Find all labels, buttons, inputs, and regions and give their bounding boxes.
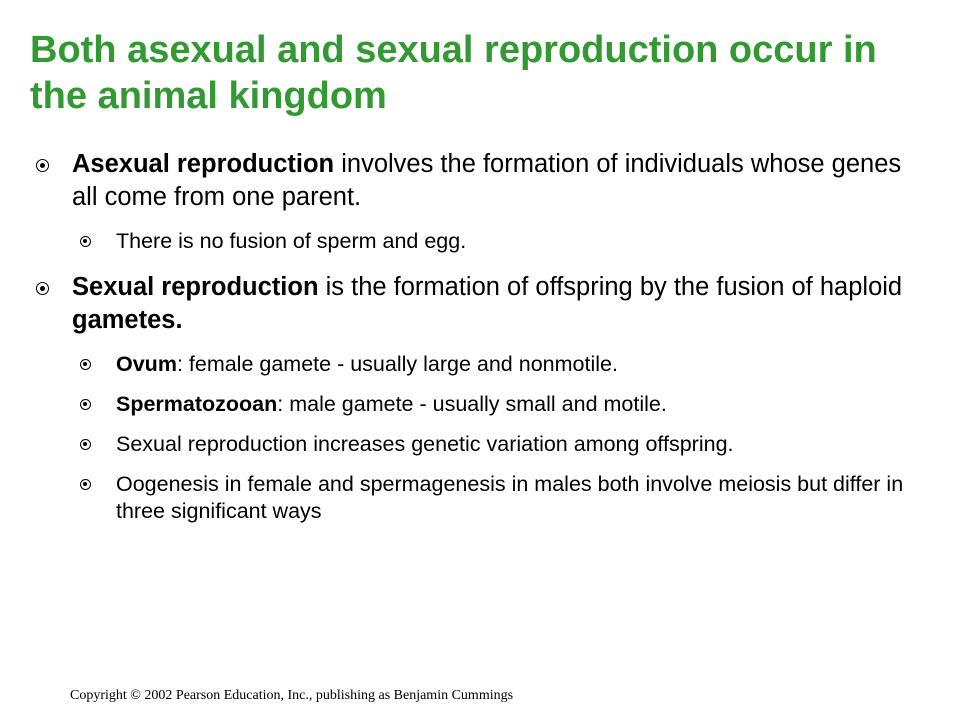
bullet-text: is the formation of offspring by the fusion of haploid — [318, 273, 903, 301]
bullet-text: involves the formation of individuals whose genes all come from one parent. — [72, 150, 902, 211]
sub-bullet-text: Oogenesis in female and spermagenesis in males both involve meiosis but differ in three significant ways — [116, 472, 904, 523]
sub-bullet-oogenesis — [72, 471, 916, 525]
sub-bullet-text: There is no fusion of sperm and egg. — [116, 229, 467, 253]
sub-bullet-no-fusion — [72, 228, 916, 255]
term-ovum: Ovum — [116, 352, 177, 376]
sub-bullet-ovum — [72, 351, 916, 378]
term-sexual-reproduction: Sexual reproduction — [72, 273, 319, 301]
sub-bullet-spermatozooan — [72, 391, 916, 418]
bullet-list — [36, 148, 916, 525]
sub-bullet-text: Sexual reproduction increases genetic variation among offspring. — [116, 432, 734, 456]
circle-bullet-icon — [36, 282, 49, 295]
circle-bullet-icon — [80, 399, 91, 410]
bullet-asexual — [36, 148, 916, 255]
circle-bullet-icon — [80, 359, 91, 370]
sub-bullet-text: : female gamete - usually large and nonmotile. — [176, 352, 618, 376]
sub-bullet-genetic-variation — [72, 431, 916, 458]
sub-bullet-text: : male gamete - usually small and motile. — [277, 392, 667, 416]
circle-bullet-icon — [80, 439, 91, 450]
circle-bullet-icon — [80, 236, 91, 247]
sub-bullet-list — [72, 351, 916, 525]
term-gametes: gametes. — [72, 306, 183, 334]
term-spermatozooan: Spermatozooan — [116, 392, 278, 416]
copyright-notice: Copyright © 2002 Pearson Education, Inc., publishing as Benjamin Cummings — [70, 688, 514, 703]
sub-bullet-list — [72, 228, 916, 255]
circle-bullet-icon — [80, 479, 91, 490]
circle-bullet-icon — [36, 159, 49, 172]
bullet-sexual — [36, 271, 916, 525]
term-asexual-reproduction: Asexual reproduction — [72, 150, 335, 178]
slide-title: Both asexual and sexual reproduction occur in the animal kingdom — [30, 29, 877, 117]
